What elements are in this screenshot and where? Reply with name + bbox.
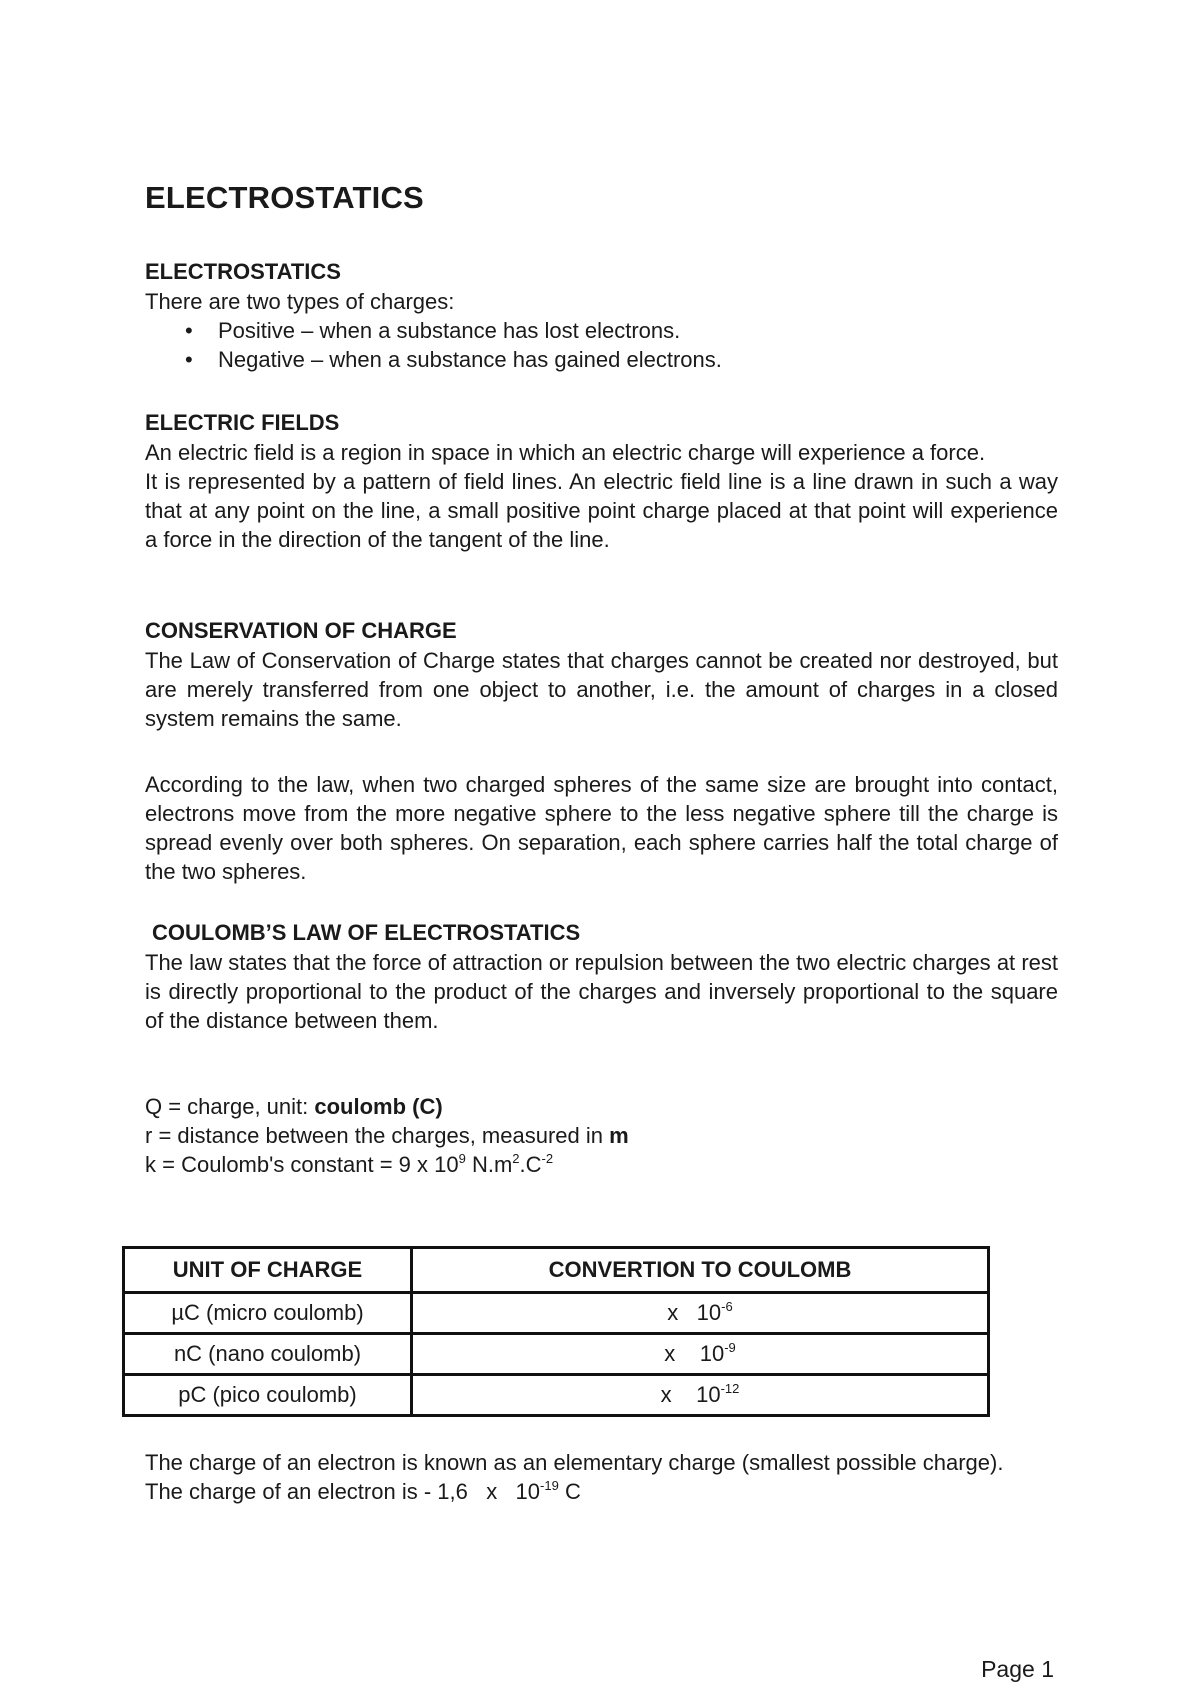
section-electrostatics <box>145 257 1058 374</box>
section-heading: COULOMB’S LAW OF ELECTROSTATICS <box>152 920 581 945</box>
charge-types-list <box>145 316 1058 374</box>
section-conservation-cont <box>145 770 1058 886</box>
paragraph: The Law of Conservation of Charge states that charges cannot be created nor destroyed, but are merely transferred from one object to another, i.e. the amount of charges in a closed system remains the same. <box>145 648 1058 731</box>
page-number: Page 1 <box>981 1656 1054 1682</box>
paragraph: It is represented by a pattern of field lines. An electric field line is a line drawn in such a way that at any point on the line, a small positive point charge placed at that point will experience a force in the direction of the tangent of the line. <box>145 469 1058 552</box>
paragraph: An electric field is a region in space in which an electric charge will experience a force. <box>145 440 986 465</box>
table-row <box>124 1375 989 1416</box>
unit-cell: nC (nano coulomb) <box>124 1334 412 1375</box>
definition-q: Q = charge, unit: coulomb (C) <box>145 1094 443 1119</box>
definition-k: k = Coulomb's constant = 9 x $10^9$ $N.m^2.C^{-2}$ <box>145 1151 554 1177</box>
column-header: CONVERTION TO COULOMB <box>412 1248 989 1293</box>
conversion-cell: x $10^{-9}$ <box>412 1334 989 1375</box>
document-title: ELECTROSTATICS <box>145 180 424 215</box>
bullet-icon: • <box>185 318 193 343</box>
unit-cell: µC (micro coulomb) <box>124 1293 412 1334</box>
paragraph: According to the law, when two charged spheres of the same size are brought into contact, electrons move from the more negative sphere to the less negative sphere till the charge is spread evenly over both spheres. On separation, each sphere carries half the total charge of the two spheres. <box>145 772 1058 884</box>
unit-cell: pC (pico coulomb) <box>124 1375 412 1416</box>
column-header: UNIT OF CHARGE <box>124 1248 412 1293</box>
section-heading: CONSERVATION OF CHARGE <box>145 618 457 643</box>
list-item: • Positive – when a substance has lost electrons. <box>185 318 681 343</box>
paragraph: The law states that the force of attraction or repulsion between the two electric charges at rest is directly proportional to the product of the charges and inversely proportional to the square of the distance between them. <box>145 950 1058 1033</box>
section-conservation <box>145 616 1058 733</box>
bullet-icon: • <box>185 347 193 372</box>
table-row <box>124 1293 989 1334</box>
conversion-cell: x $10^{-6}$ <box>412 1293 989 1334</box>
table-row <box>124 1334 989 1375</box>
section-coulomb <box>145 918 1058 1035</box>
table-header-row <box>124 1248 989 1293</box>
unit-conversion-table <box>122 1246 990 1417</box>
electron-charge-value: The charge of an electron is - 1,6 x $10^{-19}$ C <box>145 1478 581 1504</box>
definition-r: r = distance between the charges, measured in m <box>145 1123 629 1148</box>
symbol-definitions <box>145 1092 1058 1179</box>
paragraph: The charge of an electron is known as an elementary charge (smallest possible charge). <box>145 1450 1004 1475</box>
conversion-cell: x $10^{-12}$ <box>412 1375 989 1416</box>
list-item: • Negative – when a substance has gained electrons. <box>185 347 722 372</box>
section-heading: ELECTROSTATICS <box>145 259 341 284</box>
section-heading: ELECTRIC FIELDS <box>145 410 340 435</box>
section-electric-fields <box>145 408 1058 554</box>
section-electron-charge <box>145 1448 1058 1506</box>
charges-intro: There are two types of charges: <box>145 289 455 314</box>
